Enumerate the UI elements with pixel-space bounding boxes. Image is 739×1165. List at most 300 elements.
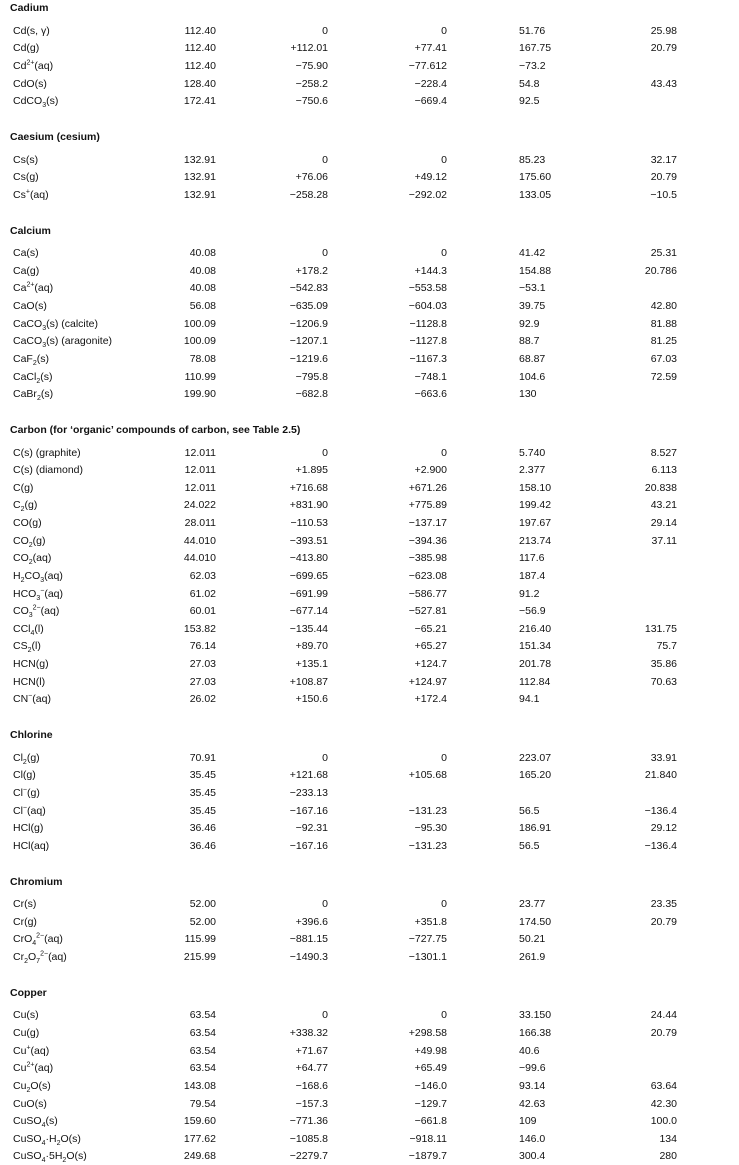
- entropy-cell: 33.150: [519, 1009, 552, 1022]
- molar-mass-cell: 100.09: [183, 317, 216, 330]
- gibbs-energy-cell: −1127.8: [409, 335, 447, 348]
- substance-cell: CaCl$_2$(s): [13, 370, 53, 385]
- substance-cell: Cs+(aq): [13, 188, 49, 201]
- heat-capacity-cell: 72.59: [650, 370, 677, 383]
- table-row: [0, 931, 739, 948]
- molar-mass-cell: 132.91: [183, 171, 216, 184]
- heat-capacity-cell: 131.75: [644, 622, 677, 635]
- enthalpy-cell: +89.70: [295, 640, 328, 653]
- enthalpy-cell: −635.09: [289, 300, 328, 312]
- gibbs-energy-cell: −95.30: [414, 822, 447, 835]
- gibbs-energy-cell: +2.900: [414, 464, 447, 477]
- substance-cell: Ca(g): [13, 264, 40, 277]
- molar-mass-cell: 60.01: [189, 605, 216, 618]
- enthalpy-cell: 0: [322, 446, 328, 459]
- entropy-cell: 40.6: [519, 1044, 540, 1057]
- molar-mass-cell: 12.011: [184, 464, 216, 477]
- table-row: [0, 533, 739, 550]
- section-heading: Calcium: [10, 224, 51, 237]
- entropy-cell: 54.8: [519, 77, 540, 90]
- molar-mass-cell: 63.54: [189, 1027, 216, 1040]
- gibbs-energy-cell: 0: [441, 751, 447, 764]
- table-row: [0, 785, 739, 802]
- heat-capacity-cell: 20.79: [650, 171, 677, 184]
- molar-mass-cell: 112.40: [184, 59, 216, 72]
- entropy-cell: 166.38: [519, 1027, 552, 1040]
- heat-capacity-cell: 6.113: [651, 464, 677, 477]
- molar-mass-cell: 132.91: [183, 153, 216, 166]
- gibbs-energy-cell: −394.36: [408, 534, 447, 547]
- substance-cell: Cd(g): [13, 42, 40, 55]
- substance-cell: $Cr_2O_7^{2-}(aq)$: [13, 950, 67, 966]
- table-row: [0, 896, 739, 913]
- enthalpy-cell: −795.8: [295, 370, 328, 383]
- gibbs-energy-cell: +49.98: [414, 1044, 447, 1057]
- molar-mass-cell: 36.46: [189, 839, 216, 852]
- enthalpy-cell: −771.36: [289, 1115, 328, 1128]
- heat-capacity-cell: 75.7: [656, 640, 677, 653]
- substance-cell: CdCO$_3$(s): [13, 95, 59, 110]
- entropy-cell: 201.78: [519, 658, 552, 670]
- enthalpy-cell: 0: [322, 247, 328, 260]
- table-row: [0, 152, 739, 169]
- molar-mass-cell: 159.60: [183, 1115, 216, 1128]
- substance-cell: HCl(aq): [13, 839, 50, 852]
- entropy-cell: 39.75: [519, 300, 546, 312]
- heat-capacity-cell: 81.88: [650, 317, 677, 330]
- substance-cell: Cu(g): [13, 1027, 40, 1040]
- substance-cell: $HCO_3^-(aq)$: [13, 587, 64, 602]
- heat-capacity-cell: 8.527: [650, 446, 677, 459]
- entropy-cell: 50.21: [519, 933, 546, 946]
- enthalpy-cell: +108.87: [289, 675, 328, 688]
- entropy-cell: 197.67: [519, 517, 552, 529]
- molar-mass-cell: 100.09: [183, 335, 216, 348]
- substance-cell: HCN(g): [13, 658, 49, 670]
- molar-mass-cell: 56.08: [189, 300, 216, 312]
- heat-capacity-cell: 42.30: [650, 1097, 677, 1110]
- gibbs-energy-cell: −385.98: [408, 552, 447, 565]
- gibbs-energy-cell: +124.7: [414, 658, 447, 670]
- enthalpy-cell: −691.99: [289, 587, 328, 600]
- table-row: [0, 445, 739, 462]
- table-row: [0, 1078, 739, 1095]
- molar-mass-cell: 62.03: [189, 569, 216, 582]
- table-row: [0, 674, 739, 691]
- enthalpy-cell: +1.895: [295, 464, 328, 477]
- entropy-cell: 42.63: [519, 1097, 546, 1110]
- molar-mass-cell: 28.011: [184, 517, 216, 529]
- substance-cell: Cl−(aq): [13, 804, 46, 817]
- table-row: [0, 656, 739, 673]
- heat-capacity-cell: 23.35: [650, 898, 677, 911]
- substance-cell: $Cl_2(g)$: [13, 751, 40, 766]
- substance-cell: Cl(g): [13, 769, 36, 782]
- heat-capacity-cell: 25.98: [650, 24, 677, 37]
- substance-cell: Cl−(g): [13, 786, 40, 799]
- molar-mass-cell: 128.40: [183, 77, 216, 90]
- entropy-cell: −53.1: [519, 282, 546, 295]
- substance-cell: C(g): [13, 481, 34, 494]
- table-row: [0, 1148, 739, 1165]
- heat-capacity-cell: 100.0: [650, 1115, 677, 1128]
- substance-cell: CaO(s): [13, 300, 47, 312]
- enthalpy-cell: −1207.1: [289, 335, 328, 348]
- table-row: [0, 386, 739, 403]
- molar-mass-cell: 12.011: [184, 446, 216, 459]
- substance-cell: HCl(g): [13, 822, 44, 835]
- table-row: [0, 803, 739, 820]
- entropy-cell: 158.10: [519, 481, 552, 494]
- entropy-cell: 199.42: [519, 499, 552, 512]
- substance-cell: Ca(s): [13, 247, 39, 260]
- enthalpy-cell: −881.15: [289, 933, 328, 946]
- molar-mass-cell: 26.02: [189, 693, 216, 706]
- molar-mass-cell: 44.010: [183, 534, 216, 547]
- entropy-cell: 261.9: [519, 951, 546, 963]
- gibbs-energy-cell: +105.68: [408, 769, 447, 782]
- molar-mass-cell: 79.54: [189, 1097, 216, 1110]
- enthalpy-cell: +135.1: [295, 658, 328, 670]
- enthalpy-cell: −168.6: [295, 1079, 328, 1092]
- table-row: [0, 245, 739, 262]
- table-row: [0, 767, 739, 784]
- heat-capacity-cell: 63.64: [650, 1079, 677, 1092]
- entropy-cell: 117.6: [519, 552, 545, 565]
- molar-mass-cell: 110.99: [184, 370, 216, 383]
- table-row: [0, 480, 739, 497]
- gibbs-energy-cell: −727.75: [408, 933, 447, 946]
- table-row: [0, 169, 739, 186]
- gibbs-energy-cell: 0: [441, 898, 447, 911]
- heat-capacity-cell: 25.31: [650, 247, 677, 260]
- enthalpy-cell: −750.6: [295, 95, 328, 108]
- gibbs-energy-cell: −623.08: [408, 569, 447, 582]
- gibbs-energy-cell: −131.23: [408, 839, 447, 852]
- table-row: [0, 550, 739, 567]
- enthalpy-cell: +76.06: [295, 171, 328, 184]
- substance-cell: CCl$_4$(l): [13, 622, 44, 637]
- enthalpy-cell: −677.14: [289, 605, 328, 618]
- table-row: [0, 1113, 739, 1130]
- entropy-cell: 151.34: [519, 640, 552, 653]
- heat-capacity-cell: 67.03: [650, 352, 677, 365]
- entropy-cell: 41.42: [519, 247, 546, 260]
- substance-cell: C(s) (graphite): [13, 446, 81, 459]
- molar-mass-cell: 112.40: [184, 24, 216, 37]
- entropy-cell: −56.9: [519, 605, 546, 618]
- gibbs-energy-cell: −586.77: [408, 587, 447, 600]
- heat-capacity-cell: 70.63: [650, 675, 677, 688]
- enthalpy-cell: −135.44: [289, 622, 328, 635]
- table-row: [0, 58, 739, 75]
- molar-mass-cell: 63.54: [189, 1009, 216, 1022]
- enthalpy-cell: 0: [322, 153, 328, 166]
- heat-capacity-cell: 81.25: [650, 335, 677, 348]
- gibbs-energy-cell: +172.4: [414, 693, 447, 706]
- entropy-cell: 300.4: [519, 1150, 546, 1163]
- molar-mass-cell: 70.91: [189, 751, 216, 764]
- entropy-cell: 174.50: [519, 915, 552, 928]
- substance-cell: CuSO$_4$(s): [13, 1115, 58, 1130]
- substance-cell: CN−(aq): [13, 692, 51, 706]
- table-row: [0, 40, 739, 57]
- molar-mass-cell: 63.54: [189, 1062, 216, 1075]
- entropy-cell: 154.88: [519, 264, 552, 277]
- table-row: [0, 621, 739, 638]
- gibbs-energy-cell: 0: [441, 247, 447, 260]
- table-row: [0, 263, 739, 280]
- substance-cell: CaCO$_3$(s) (aragonite): [13, 335, 113, 350]
- enthalpy-cell: −167.16: [289, 804, 328, 817]
- entropy-cell: 133.05: [519, 188, 552, 201]
- gibbs-energy-cell: −146.0: [414, 1079, 447, 1092]
- enthalpy-cell: +112.01: [290, 42, 328, 55]
- entropy-cell: 165.20: [519, 769, 552, 782]
- gibbs-energy-cell: −1167.3: [409, 352, 447, 365]
- heat-capacity-cell: −136.4: [644, 839, 677, 852]
- gibbs-energy-cell: −553.58: [408, 282, 447, 295]
- heat-capacity-cell: −136.4: [644, 804, 677, 817]
- entropy-cell: 51.76: [519, 24, 546, 37]
- substance-cell: C(s) (diamond): [13, 464, 84, 477]
- molar-mass-cell: 40.08: [189, 247, 216, 260]
- table-row: [0, 316, 739, 333]
- table-row: [0, 1096, 739, 1113]
- gibbs-energy-cell: +49.12: [414, 171, 447, 184]
- heat-capacity-cell: 20.79: [650, 915, 677, 928]
- molar-mass-cell: 35.45: [189, 769, 216, 782]
- enthalpy-cell: 0: [322, 24, 328, 37]
- gibbs-energy-cell: −661.8: [414, 1115, 447, 1128]
- section-heading: Chromium: [10, 875, 63, 888]
- molar-mass-cell: 52.00: [189, 915, 216, 928]
- gibbs-energy-cell: −65.21: [414, 622, 447, 635]
- gibbs-energy-cell: +65.27: [414, 640, 447, 653]
- enthalpy-cell: +64.77: [295, 1062, 328, 1075]
- gibbs-energy-cell: −1128.8: [409, 317, 447, 330]
- enthalpy-cell: −682.8: [295, 388, 328, 401]
- entropy-cell: 56.5: [519, 839, 540, 852]
- substance-cell: CaBr$_2$(s): [13, 388, 54, 403]
- gibbs-energy-cell: −1301.1: [408, 951, 447, 963]
- substance-cell: CuO(s): [13, 1097, 47, 1110]
- gibbs-energy-cell: +124.97: [408, 675, 447, 688]
- entropy-cell: 92.9: [519, 317, 540, 330]
- table-row: [0, 1131, 739, 1148]
- substance-cell: CrO$_4^{2-}$(aq): [13, 932, 63, 948]
- table-row: [0, 568, 739, 585]
- gibbs-energy-cell: −748.1: [414, 370, 447, 383]
- substance-cell: $Cu^{2+}(aq)$: [13, 1061, 54, 1075]
- enthalpy-cell: −92.31: [295, 822, 328, 835]
- molar-mass-cell: 76.14: [189, 640, 216, 653]
- entropy-cell: 85.23: [519, 153, 546, 166]
- gibbs-energy-cell: −669.4: [414, 95, 447, 108]
- entropy-cell: 68.87: [519, 352, 546, 365]
- entropy-cell: 5.740: [519, 446, 546, 459]
- heat-capacity-cell: 280: [659, 1150, 677, 1163]
- heat-capacity-cell: 134: [659, 1132, 677, 1145]
- gibbs-energy-cell: −228.4: [414, 77, 447, 90]
- heat-capacity-cell: 24.44: [650, 1009, 677, 1022]
- gibbs-energy-cell: +144.3: [414, 264, 447, 277]
- section-heading: Copper: [10, 986, 47, 999]
- molar-mass-cell: 27.03: [189, 658, 216, 670]
- molar-mass-cell: 177.62: [183, 1132, 216, 1145]
- enthalpy-cell: +150.6: [295, 693, 328, 706]
- substance-cell: $CO_2(g)$: [13, 534, 46, 549]
- molar-mass-cell: 61.02: [189, 587, 216, 600]
- heat-capacity-cell: 43.43: [650, 77, 677, 90]
- molar-mass-cell: 12.011: [184, 481, 216, 494]
- enthalpy-cell: 0: [322, 751, 328, 764]
- gibbs-energy-cell: 0: [441, 1009, 447, 1022]
- table-row: [0, 691, 739, 708]
- enthalpy-cell: +396.6: [295, 915, 328, 928]
- gibbs-energy-cell: +77.41: [414, 42, 447, 55]
- table-row: [0, 1007, 739, 1024]
- enthalpy-cell: +71.67: [295, 1044, 328, 1057]
- entropy-cell: 175.60: [519, 171, 552, 184]
- entropy-cell: 88.7: [519, 335, 540, 348]
- molar-mass-cell: 35.45: [189, 804, 216, 817]
- enthalpy-cell: +178.2: [295, 264, 328, 277]
- section-heading: Cadium: [10, 2, 49, 14]
- section-heading: Carbon (for ‘organic’ compounds of carbon, see Table 2.5): [10, 423, 301, 436]
- substance-cell: $CO_2(aq)$: [13, 552, 52, 567]
- enthalpy-cell: +716.68: [289, 481, 328, 494]
- table-row: [0, 586, 739, 603]
- gibbs-energy-cell: −918.11: [409, 1132, 447, 1145]
- enthalpy-cell: −542.83: [289, 282, 328, 295]
- molar-mass-cell: 115.99: [184, 933, 216, 946]
- heat-capacity-cell: 35.86: [650, 658, 677, 670]
- molar-mass-cell: 112.40: [184, 42, 216, 55]
- table-row: [0, 187, 739, 204]
- substance-cell: $CuSO_4\cdot H_2O(s)$: [13, 1132, 81, 1147]
- table-row: [0, 298, 739, 315]
- heat-capacity-cell: 21.840: [644, 769, 677, 782]
- heat-capacity-cell: 20.79: [650, 42, 677, 55]
- gibbs-energy-cell: −292.02: [408, 188, 447, 201]
- table-row: [0, 1060, 739, 1077]
- table-row: [0, 750, 739, 767]
- gibbs-energy-cell: +351.8: [414, 915, 447, 928]
- molar-mass-cell: 44.010: [183, 552, 216, 565]
- molar-mass-cell: 78.08: [189, 352, 216, 365]
- gibbs-energy-cell: −1879.7: [408, 1150, 447, 1163]
- heat-capacity-cell: 29.12: [650, 822, 677, 835]
- substance-cell: CaCO$_3$(s) (calcite): [13, 317, 99, 332]
- gibbs-energy-cell: −129.7: [414, 1097, 447, 1110]
- table-row: [0, 949, 739, 966]
- table-row: [0, 838, 739, 855]
- enthalpy-cell: −1206.9: [289, 317, 328, 330]
- entropy-cell: 187.4: [519, 569, 546, 582]
- enthalpy-cell: −2279.7: [289, 1150, 328, 1163]
- gibbs-energy-cell: −131.23: [408, 804, 447, 817]
- gibbs-energy-cell: +671.26: [408, 481, 447, 494]
- substance-cell: Cr(g): [13, 915, 37, 928]
- heat-capacity-cell: 20.838: [644, 481, 677, 494]
- molar-mass-cell: 35.45: [189, 786, 216, 799]
- molar-mass-cell: 40.08: [189, 282, 216, 295]
- gibbs-energy-cell: +298.58: [408, 1027, 447, 1040]
- molar-mass-cell: 153.82: [183, 622, 216, 635]
- molar-mass-cell: 215.99: [183, 951, 216, 963]
- substance-cell: $Ca^{2+}(aq)$: [13, 281, 54, 295]
- gibbs-energy-cell: 0: [441, 24, 447, 37]
- entropy-cell: 23.77: [519, 898, 546, 911]
- entropy-cell: 216.40: [519, 622, 552, 635]
- entropy-cell: 93.14: [519, 1079, 546, 1092]
- heat-capacity-cell: 37.11: [651, 534, 677, 547]
- substance-cell: Cs(s): [13, 153, 39, 166]
- molar-mass-cell: 27.03: [189, 675, 216, 688]
- enthalpy-cell: −258.2: [295, 77, 328, 90]
- table-row: [0, 76, 739, 93]
- enthalpy-cell: +831.90: [289, 499, 328, 512]
- heat-capacity-cell: 42.80: [650, 300, 677, 312]
- enthalpy-cell: 0: [322, 898, 328, 911]
- substance-cell: $H_2CO_3(aq)$: [13, 569, 63, 584]
- substance-cell: $C_2(g)$: [13, 499, 38, 514]
- enthalpy-cell: −110.53: [290, 517, 328, 529]
- substance-cell: CO(g): [13, 517, 42, 529]
- entropy-cell: 2.377: [519, 464, 546, 477]
- table-row: [0, 638, 739, 655]
- section-heading: Chlorine: [10, 729, 53, 741]
- table-row: [0, 351, 739, 368]
- enthalpy-cell: 0: [322, 1009, 328, 1022]
- entropy-cell: 92.5: [519, 95, 540, 108]
- enthalpy-cell: +121.68: [289, 769, 328, 782]
- enthalpy-cell: +338.32: [289, 1027, 328, 1040]
- gibbs-energy-cell: −663.6: [414, 388, 447, 401]
- table-row: [0, 914, 739, 931]
- heat-capacity-cell: 33.91: [650, 751, 677, 764]
- gibbs-energy-cell: −77.612: [408, 59, 447, 72]
- molar-mass-cell: 143.08: [183, 1079, 216, 1092]
- substance-cell: $CuSO_4\cdot 5H_2O(s)$: [13, 1150, 87, 1165]
- heat-capacity-cell: 20.786: [644, 264, 677, 277]
- substance-cell: Cs(g): [13, 171, 39, 184]
- table-row: [0, 1025, 739, 1042]
- entropy-cell: 223.07: [519, 751, 552, 764]
- substance-cell: $CS_2(l)$: [13, 640, 41, 655]
- substance-cell: $CO_3^{2-}(aq)$: [13, 604, 60, 620]
- heat-capacity-cell: 29.14: [650, 517, 677, 529]
- enthalpy-cell: −1490.3: [289, 951, 328, 963]
- enthalpy-cell: −167.16: [289, 839, 328, 852]
- molar-mass-cell: 36.46: [189, 822, 216, 835]
- molar-mass-cell: 52.00: [189, 898, 216, 911]
- entropy-cell: −73.2: [519, 59, 546, 72]
- substance-cell: Cd(s, γ): [13, 24, 50, 37]
- entropy-cell: 146.0: [519, 1132, 546, 1145]
- enthalpy-cell: −1219.6: [289, 352, 328, 365]
- table-row: [0, 515, 739, 532]
- table-row: [0, 1043, 739, 1060]
- table-row: [0, 369, 739, 386]
- heat-capacity-cell: 20.79: [650, 1027, 677, 1040]
- entropy-cell: 167.75: [519, 42, 552, 55]
- entropy-cell: 130: [519, 388, 537, 401]
- entropy-cell: 109: [519, 1115, 537, 1128]
- molar-mass-cell: 132.91: [183, 188, 216, 201]
- heat-capacity-cell: 43.21: [650, 499, 677, 512]
